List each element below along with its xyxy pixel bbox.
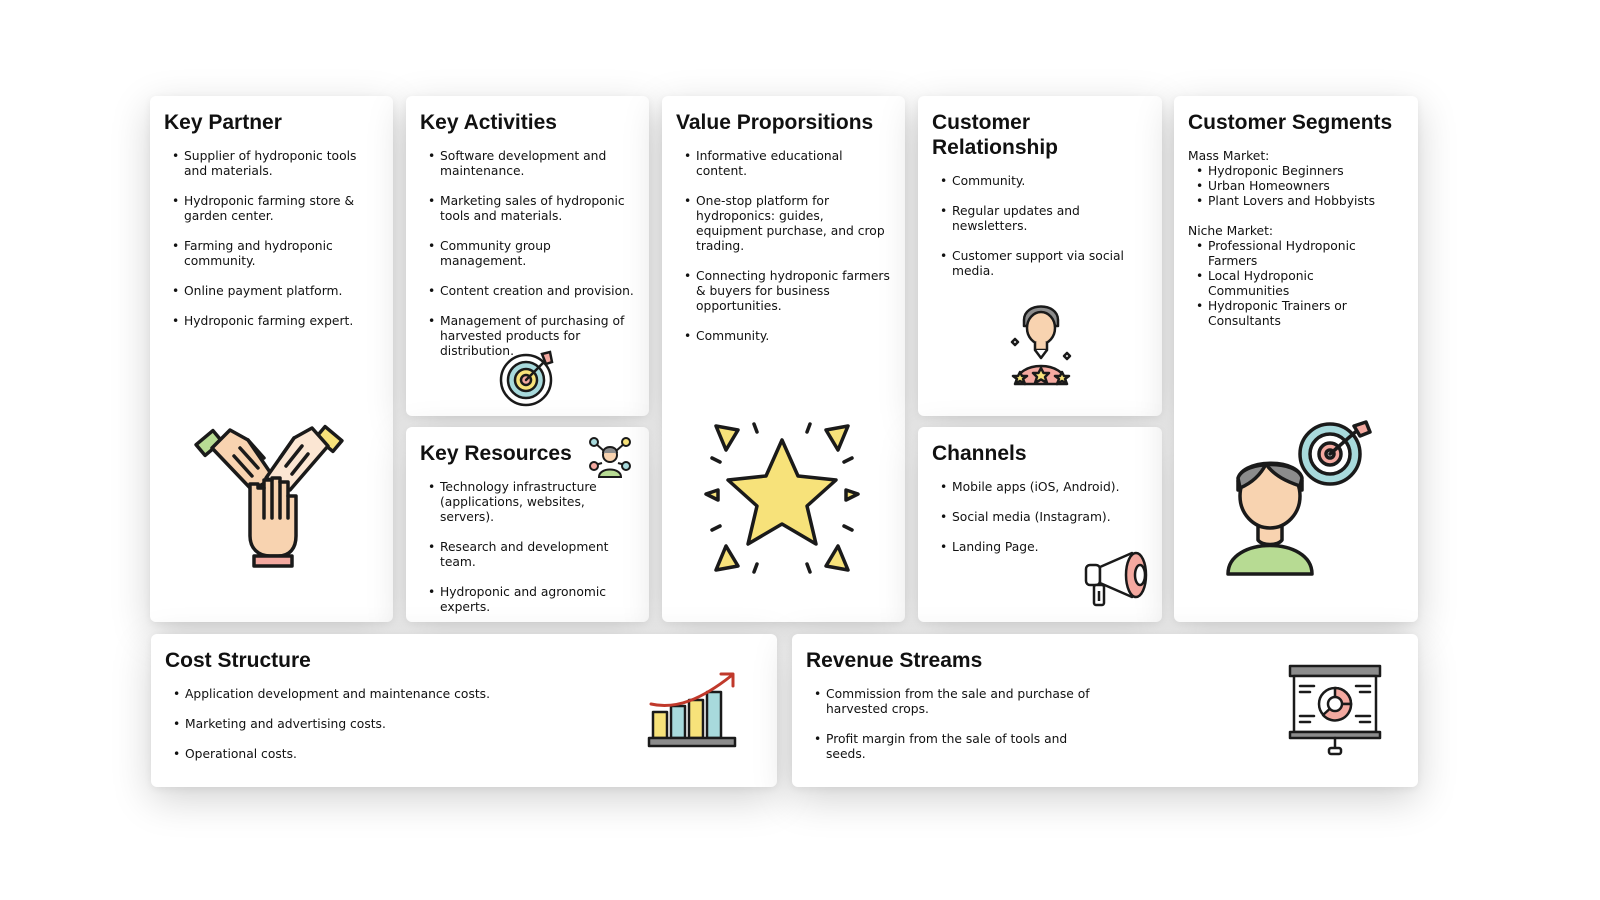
list-item: • Commission from the sale and purchase of harvested crops.	[826, 687, 1096, 717]
list-item: • Management of purchasing of harvested products for distribution.	[440, 314, 635, 359]
mass-market-label: Mass Market:	[1188, 149, 1270, 163]
list-item: • Marketing and advertising costs.	[185, 717, 763, 732]
list-item: • Community.	[952, 174, 1148, 189]
list-item: • Community group management.	[440, 239, 635, 269]
star-icon	[702, 418, 862, 578]
key-partner-list	[164, 149, 379, 329]
handshake-hands-icon	[194, 418, 348, 572]
list-item: • Local Hydroponic Communities	[1208, 269, 1378, 299]
revenue-streams-card	[792, 634, 1418, 787]
list-item: • Marketing sales of hydroponic tools and materials.	[440, 194, 635, 224]
list-item: • Supplier of hydroponic tools and materials.	[184, 149, 379, 179]
key-activities-card	[406, 96, 649, 416]
cost-structure-title: Cost Structure	[165, 649, 311, 672]
customer-relationship-card	[918, 96, 1162, 416]
channels-list	[932, 480, 1148, 555]
presentation-board-icon	[1288, 664, 1382, 756]
list-item: • Plant Lovers and Hobbyists	[1208, 194, 1404, 209]
customer-relationship-list	[932, 174, 1148, 279]
list-item: • Profit margin from the sale of tools and seeds.	[826, 732, 1096, 762]
niche-market-label: Niche Market:	[1188, 224, 1274, 238]
channels-card	[918, 427, 1162, 622]
list-item: • Informative educational content.	[696, 149, 891, 179]
list-item: • Regular updates and newsletters.	[952, 204, 1148, 234]
list-item: • Urban Homeowners	[1208, 179, 1404, 194]
key-partner-title: Key Partner	[164, 111, 282, 134]
list-item: • Connecting hydroponic farmers & buyers for business opportunities.	[696, 269, 891, 314]
list-item: • Online payment platform.	[184, 284, 379, 299]
list-item: • Technology infrastructure (applications, websites, servers).	[440, 480, 635, 525]
list-item: • Research and development team.	[440, 540, 635, 570]
list-item: • Hydroponic Trainers or Consultants	[1208, 299, 1378, 329]
list-item: • Professional Hydroponic Farmers	[1208, 239, 1378, 269]
list-item: • Hydroponic farming store & garden center.	[184, 194, 379, 224]
team-network-icon	[588, 435, 632, 479]
list-item: • Hydroponic and agronomic experts.	[440, 585, 635, 615]
list-item: • Software development and maintenance.	[440, 149, 635, 179]
cost-structure-card	[151, 634, 777, 787]
target-dart-icon	[498, 348, 558, 408]
list-item: • Operational costs.	[185, 747, 763, 762]
key-activities-list	[420, 149, 635, 359]
list-item: • Application development and maintenance costs.	[185, 687, 763, 702]
key-resources-card	[406, 427, 649, 622]
value-propositions-list	[676, 149, 891, 344]
list-item: • One-stop platform for hydroponics: guides, equipment purchase, and crop trading.	[696, 194, 891, 254]
key-resources-list	[420, 480, 635, 615]
list-item: • Landing Page.	[952, 540, 1148, 555]
customer-rating-icon	[1010, 296, 1072, 390]
value-propositions-card	[662, 96, 905, 622]
list-item: • Content creation and provision.	[440, 284, 635, 299]
list-item: • Social media (Instagram).	[952, 510, 1148, 525]
megaphone-icon	[1084, 549, 1152, 613]
key-activities-title: Key Activities	[420, 111, 557, 134]
list-item: • Mobile apps (iOS, Android).	[952, 480, 1148, 495]
revenue-streams-title: Revenue Streams	[806, 649, 983, 672]
customer-segments-card	[1174, 96, 1418, 622]
person-target-icon	[1218, 420, 1378, 576]
customer-relationship-title: Customer Relationship	[932, 111, 1059, 159]
mass-market-list	[1188, 164, 1404, 209]
key-resources-title: Key Resources	[420, 442, 572, 465]
list-item: • Farming and hydroponic community.	[184, 239, 379, 269]
channels-title: Channels	[932, 442, 1027, 465]
bar-chart-growth-icon	[647, 670, 739, 750]
list-item: • Hydroponic Beginners	[1208, 164, 1404, 179]
list-item: • Customer support via social media.	[952, 249, 1148, 279]
list-item: • Community.	[696, 329, 891, 344]
value-propositions-title: Value Proporsitions	[676, 111, 874, 134]
customer-segments-title: Customer Segments	[1188, 111, 1393, 134]
revenue-streams-list	[806, 687, 1096, 762]
list-item: • Hydroponic farming expert.	[184, 314, 379, 329]
key-partner-card	[150, 96, 393, 622]
niche-market-list	[1188, 239, 1378, 329]
